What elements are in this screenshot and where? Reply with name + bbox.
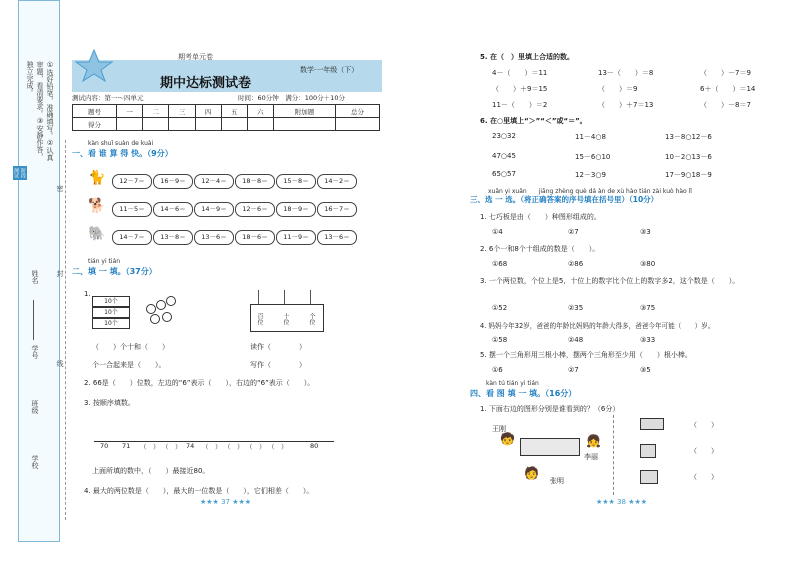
mc-option[interactable]: ②86 (568, 260, 584, 268)
field-class: 班级 (31, 400, 39, 414)
calc-pill[interactable]: 16－7＝ (317, 202, 357, 217)
calc-pill[interactable]: 15－8＝ (276, 174, 316, 189)
q5-cell: 11－（ ）＝2 (492, 101, 548, 109)
sidebar-tab: 阶段测试 (13, 168, 26, 178)
mc-option[interactable]: ③33 (640, 336, 656, 344)
cut-line (65, 140, 66, 520)
numline-blank[interactable]: （ ） (202, 443, 222, 451)
score-header-cell: 三 (169, 105, 195, 118)
q1-read: 读作（ ） (250, 343, 306, 351)
q5-cell: （ ）＋9＝15 (492, 85, 548, 93)
q6-cell[interactable]: 15－6○10 (575, 153, 611, 161)
boy-icon: 🧒 (500, 432, 515, 446)
cube: 10个 (92, 307, 130, 318)
calc-pill[interactable]: 14－2＝ (317, 174, 357, 189)
mc-option[interactable]: ③3 (640, 228, 651, 236)
sec3-pinyin: xuǎn yi xuǎn jiāng zhèng què dá àn de xù hào tián zài kuò hào lǐ (488, 188, 692, 195)
score-cell[interactable] (143, 118, 169, 131)
ball-icon (162, 312, 172, 322)
sec1-title: 一、看 谁 算 得 快。（9分） (72, 149, 173, 158)
mc-option[interactable]: ②7 (568, 366, 579, 374)
mc-option[interactable]: ①52 (492, 304, 508, 312)
calc-pill[interactable]: 18－8＝ (235, 174, 275, 189)
cube: 10个 (92, 318, 130, 329)
field-id: 学号 (31, 345, 39, 359)
abacus (250, 304, 324, 332)
cut-word-3: 线 (56, 360, 64, 367)
divider-dash (613, 415, 614, 495)
score-header-cell: 五 (221, 105, 247, 118)
numline-label: 74 (186, 442, 195, 450)
q6-cell[interactable]: 12－3○9 (575, 171, 606, 179)
abacus-rod (310, 290, 311, 304)
score-cell[interactable] (169, 118, 195, 131)
mc-question: 3. 一个两位数，个位上是5，十位上的数字比个位上的数字多2，这个数是（ ）。 (480, 277, 740, 285)
elephant-icon: 🐘 (88, 226, 106, 242)
sec1-pinyin: kàn shuǐ suàn de kuài (88, 140, 154, 147)
mc-option[interactable]: ②48 (568, 336, 584, 344)
person-label: 张明 (550, 477, 564, 485)
test-scope: 测试内容：第一～四单元 (72, 94, 144, 102)
score-header-cell: 总分 (335, 105, 379, 118)
q5-cell: （ ）＝9 (598, 85, 638, 93)
score-header-cell: 四 (195, 105, 221, 118)
numline-blank[interactable]: （ ） (162, 443, 182, 451)
truck-front-view-icon (640, 444, 656, 458)
numline-label: 70 (100, 442, 109, 450)
q3b: 上面所填的数中，（ ）最接近80。 (92, 467, 210, 475)
mc-option[interactable]: ①4 (492, 228, 503, 236)
mc-option[interactable]: ③5 (640, 366, 651, 374)
q6-cell[interactable]: 13－8○12－6 (665, 133, 712, 141)
sidebar-notes: ①选好铅笔，准确填写。②认真审题，看清要求。③安静作答，独立完成。 (26, 61, 54, 161)
numline-blank[interactable]: （ ） (246, 443, 266, 451)
answer-blank[interactable]: （ ） (690, 421, 718, 429)
abacus-rod (284, 290, 285, 304)
mc-option[interactable]: ③80 (640, 260, 656, 268)
ball-icon (146, 304, 156, 314)
score-cell[interactable] (247, 118, 273, 131)
person-label: 王刚 (492, 425, 506, 433)
mc-option[interactable]: ②35 (568, 304, 584, 312)
q5-cell: （ ）－8＝7 (700, 101, 751, 109)
score-cell[interactable] (195, 118, 221, 131)
sec4-pinyin: kàn tú tián yi tián (486, 380, 539, 387)
q6-cell[interactable]: 23○32 (492, 132, 516, 140)
score-row-label: 得分 (73, 118, 117, 131)
numline-blank[interactable]: （ ） (268, 443, 288, 451)
calc-pill[interactable]: 12－4＝ (194, 174, 234, 189)
dog-icon: 🐕 (88, 198, 106, 214)
numline-blank[interactable]: （ ） (224, 443, 244, 451)
score-header-cell: 一 (117, 105, 143, 118)
calc-pill[interactable]: 14－9＝ (194, 202, 234, 217)
q3: 3. 按顺序填数。 (84, 399, 135, 407)
sec2-pinyin: tián yi tián (88, 258, 121, 265)
abacus-label: 十位 (282, 313, 289, 325)
ball-icon (156, 300, 166, 310)
mc-question: 2. 6个一和8个十组成的数是（ ）。 (480, 245, 600, 253)
calc-pill[interactable]: 12－7＝ (112, 174, 152, 189)
calc-pill[interactable]: 14－7＝ (112, 230, 152, 245)
cut-word-1: 密 (56, 185, 64, 192)
score-cell[interactable] (117, 118, 143, 131)
mc-option[interactable]: ①58 (492, 336, 508, 344)
mc-option[interactable]: ①6 (492, 366, 503, 374)
q1-write: 写作（ ） (250, 361, 306, 369)
score-header-cell: 附加题 (273, 105, 335, 118)
cube-diagram (92, 296, 136, 332)
calc-pill[interactable]: 14－6＝ (153, 202, 193, 217)
sec2-title: 二、填 一 填。（37分） (72, 267, 157, 276)
q6-cell[interactable]: 10－2○13－6 (665, 153, 712, 161)
page-num: 38 (617, 498, 626, 506)
abacus-label: 百位 (256, 313, 263, 325)
subject: 数学·一年级（下） (300, 66, 359, 74)
person-label: 李丽 (584, 453, 598, 461)
sec3-title: 三、选 一 选。（将正确答案的序号填在括号里）（10分） (470, 195, 659, 204)
sec4-title: 四、看 图 填 一 填。（16分） (470, 389, 577, 398)
calc-pill[interactable]: 12－6＝ (235, 202, 275, 217)
calc-pill[interactable]: 18－9＝ (276, 202, 316, 217)
q5-cell: 4－（ ）＝11 (492, 69, 548, 77)
page-number-left: ★★★ 37 ★★★ (200, 498, 252, 506)
calc-pill[interactable]: 13－6＝ (317, 230, 357, 245)
score-cell[interactable] (273, 118, 335, 131)
field-line (33, 300, 34, 340)
q41: 1. 下面右边的图形分别是谁看到的？（6分） (480, 405, 620, 413)
q5-cell: （ ）＋7＝13 (598, 101, 654, 109)
cube: 10个 (92, 296, 130, 307)
calc-pill[interactable]: 13－6＝ (194, 230, 234, 245)
q2: 2. 66是（ ）位数，左边的“6”表示（ ），右边的“6”表示（ ）。 (84, 379, 315, 387)
score-table (72, 104, 380, 131)
girl-icon: 👧 (586, 434, 601, 448)
q1-line: 个一合起来是（ ）。 (92, 361, 166, 369)
q6-cell[interactable]: 17－9○18－9 (665, 171, 712, 179)
q6-cell[interactable]: 47○45 (492, 152, 516, 160)
answer-blank[interactable]: （ ） (690, 447, 718, 455)
q6-title: 6. 在○里填上“＞”“＜”或“＝”。 (480, 117, 587, 125)
q6-cell[interactable]: 65○57 (492, 170, 516, 178)
ball-icon (166, 296, 176, 306)
q4: 4. 最大的两位数是（ ），最大的一位数是（ ），它们相差（ ）。 (84, 487, 314, 495)
calc-pill[interactable]: 13－8＝ (153, 230, 193, 245)
child-icon: 🧑 (524, 466, 539, 480)
q5-title: 5. 在（ ）里填上合适的数。 (480, 53, 574, 61)
abacus-label: 个位 (308, 313, 315, 325)
q1-line-pre: （ ）个十和（ ） (92, 343, 169, 351)
q6-cell[interactable]: 11－4○8 (575, 133, 606, 141)
page-title: 期中达标测试卷 (160, 76, 252, 91)
q5-cell: 13－（ ）＝8 (598, 69, 654, 77)
page-num: 37 (221, 498, 230, 506)
mc-option[interactable]: ②7 (568, 228, 579, 236)
numline-blank[interactable]: （ ） (140, 443, 160, 451)
truck-side-view-icon (640, 418, 664, 430)
truck-back-view-icon (640, 470, 658, 484)
page-number-right: ★★★ 38 ★★★ (596, 498, 648, 506)
answer-blank[interactable]: （ ） (690, 473, 718, 481)
score-cell[interactable] (335, 118, 379, 131)
numline-label: 71 (122, 442, 131, 450)
star-icon (74, 48, 114, 82)
mc-question: 1. 七巧板是由（ ）种图形组成的。 (480, 213, 601, 221)
score-header-cell: 六 (247, 105, 273, 118)
mc-question: 4. 妈妈今年32岁，爸爸的年龄比妈妈的年龄大得多，爸爸今年可能（ ）岁。 (480, 322, 715, 330)
score-header-cell: 题号 (73, 105, 117, 118)
q5-cell: 6＋（ ）＝14 (700, 85, 756, 93)
mc-option[interactable]: ①68 (492, 260, 508, 268)
calc-pill[interactable]: 16－9＝ (153, 174, 193, 189)
calc-pill[interactable]: 11－5＝ (112, 202, 152, 217)
ball-icon (150, 314, 160, 324)
numline-label: 80 (310, 442, 319, 450)
truck-icon (520, 438, 580, 456)
abacus-rod (258, 290, 259, 304)
test-time: 时间：60分钟 满分：100分＋10分 (238, 94, 345, 102)
score-cell[interactable] (221, 118, 247, 131)
score-header-cell: 二 (143, 105, 169, 118)
calc-pill[interactable]: 18－6＝ (235, 230, 275, 245)
q5-cell: （ ）－7＝9 (700, 69, 751, 77)
mc-question: 5. 摆一个三角形用三根小棒，摆两个三角形至少用（ ）根小棒。 (480, 351, 692, 359)
q1-num: 1. (84, 290, 91, 298)
field-name: 姓名 (31, 270, 39, 284)
field-school: 学校 (31, 455, 39, 469)
mc-option[interactable]: ③75 (640, 304, 656, 312)
cat-icon: 🐈 (88, 170, 106, 186)
calc-pill[interactable]: 11－9＝ (276, 230, 316, 245)
brand: 期考单元卷 (178, 53, 213, 61)
cut-word-2: 封 (56, 270, 64, 277)
